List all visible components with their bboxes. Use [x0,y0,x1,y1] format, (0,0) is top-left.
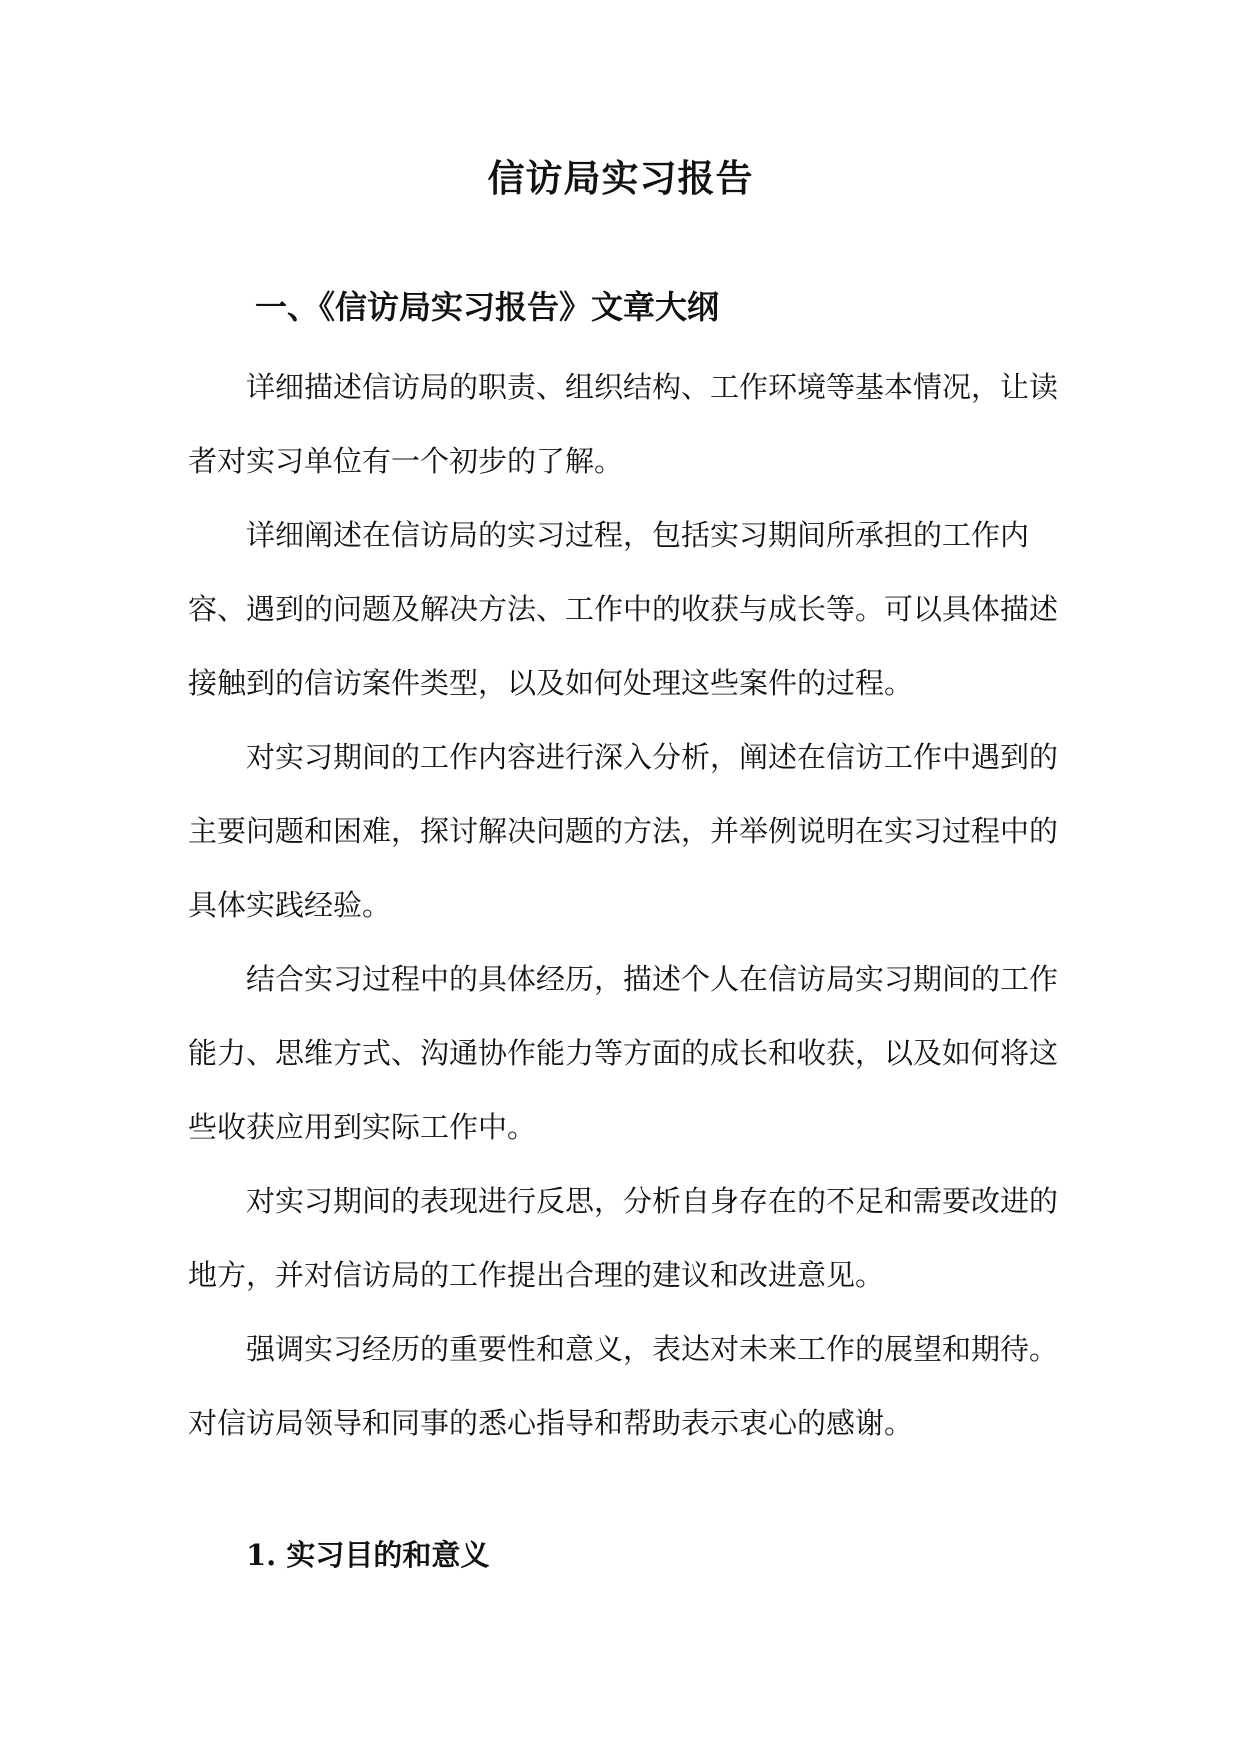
body-paragraphs [188,350,1058,1460]
paragraph: 对实习期间的表现进行反思，分析自身存在的不足和需要改进的地方，并对信访局的工作提出合理的建议和改进意见。 [188,1184,1059,1292]
paragraph: 详细描述信访局的职责、组织结构、工作环境等基本情况，让读者对实习单位有一个初步的了解。 [188,370,1059,478]
paragraph: 对实习期间的工作内容进行深入分析，阐述在信访工作中遇到的主要问题和困难，探讨解决问题的方法，并举例说明在实习过程中的具体实践经验。 [188,740,1059,922]
paragraph: 结合实习过程中的具体经历，描述个人在信访局实习期间的工作能力、思维方式、沟通协作能力等方面的成长和收获，以及如何将这些收获应用到实际工作中。 [188,962,1059,1144]
sub-heading-purpose: 1. 实习目的和意义 [246,1538,490,1572]
paragraph: 详细阐述在信访局的实习过程，包括实习期间所承担的工作内容、遇到的问题及解决方法、工作中的收获与成长等。可以具体描述接触到的信访案件类型，以及如何处理这些案件的过程。 [188,518,1059,700]
paragraph: 强调实习经历的重要性和意义，表达对未来工作的展望和期待。对信访局领导和同事的悉心指导和帮助表示衷心的感谢。 [188,1332,1059,1440]
document-title: 信访局实习报告 [487,156,754,200]
section-heading-outline: 一、《信访局实习报告》文章大纲 [255,288,720,326]
